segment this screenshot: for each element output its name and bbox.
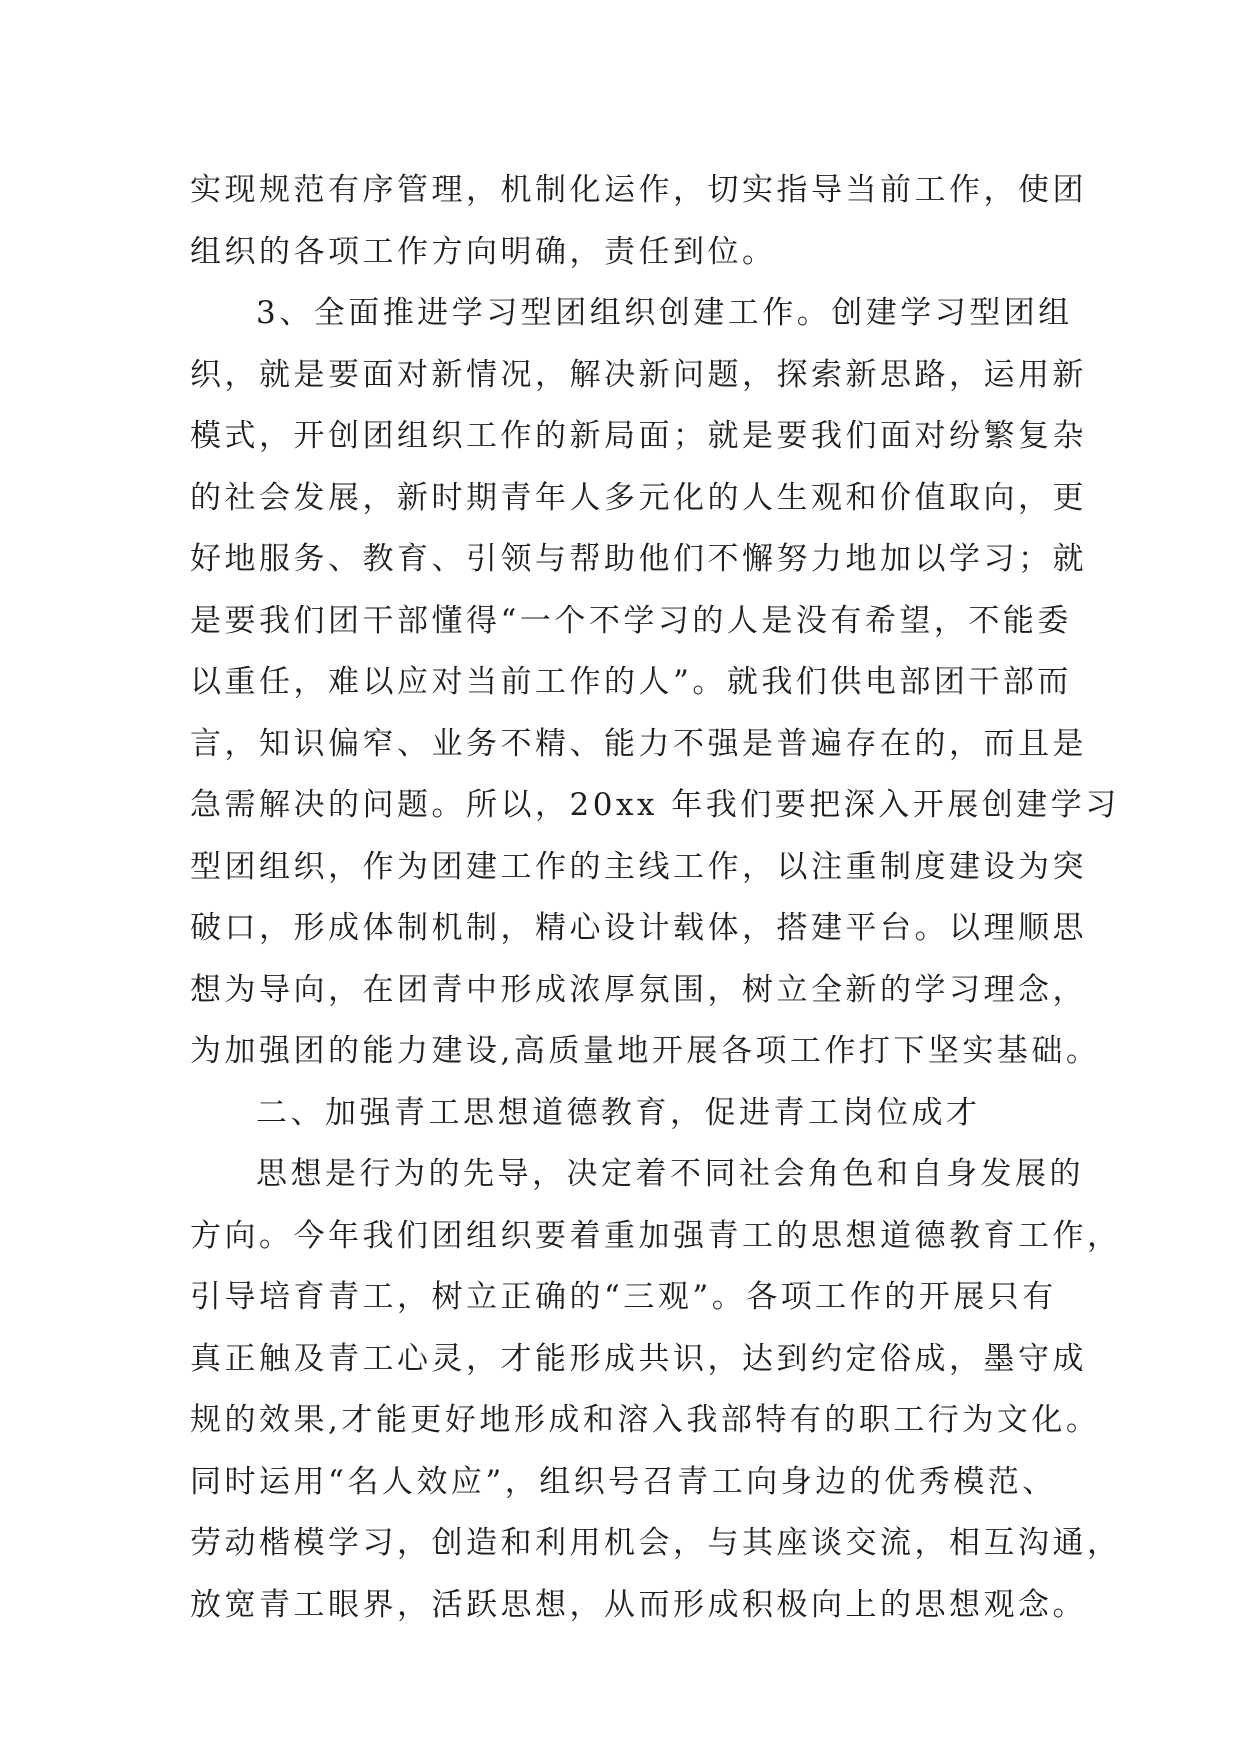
- text-line: 真正触及青工心灵，才能形成共识，达到约定俗成，墨守成: [190, 1340, 1087, 1377]
- text-line: 好地服务、教育、引领与帮助他们不懈努力地加以学习；就: [190, 541, 1087, 577]
- text-line: 规的效果,才能更好地形成和溶入我部特有的职工行为文化。: [190, 1402, 1101, 1438]
- text-line: 方向。今年我们团组织要着重加强青工的思想道德教育工作，: [190, 1217, 1122, 1254]
- text-line: 思想是行为的先导，决定着不同社会角色和自身发展的: [256, 1156, 1084, 1192]
- text-line: 急需解决的问题。所以，20xx 年我们要把深入开展创建学习: [190, 787, 1120, 823]
- text-line: 模式，开创团组织工作的新局面；就是要我们面对纷繁复杂: [190, 418, 1087, 454]
- text-line: 劳动楷模学习，创造和利用机会，与其座谈交流，相互沟通，: [190, 1525, 1122, 1561]
- text-line: 二、加强青工思想道德教育，促进青工岗位成才: [256, 1094, 981, 1131]
- text-line: 3、全面推进学习型团组织创建工作。创建学习型团组: [256, 295, 1073, 331]
- text-line: 想为导向，在团青中形成浓厚氛围，树立全新的学习理念，: [190, 971, 1087, 1008]
- text-line: 放宽青工眼界，活跃思想，从而形成积极向上的思想观念。: [190, 1586, 1087, 1623]
- text-line: 破口，形成体制机制，精心设计载体，搭建平台。以理顺思: [190, 910, 1087, 946]
- text-line: 为加强团的能力建设,高质量地开展各项工作打下坚实基础。: [190, 1033, 1101, 1069]
- document-body: [190, 160, 1122, 1636]
- text-line: 织，就是要面对新情况，解决新问题，探索新思路，运用新: [190, 356, 1087, 393]
- text-line: 的社会发展，新时期青年人多元化的人生观和价值取向，更: [190, 479, 1087, 516]
- text-line: 言，知识偏窄、业务不精、能力不强是普遍存在的，而且是: [190, 725, 1087, 762]
- text-line: 引导培育青工，树立正确的“三观”。各项工作的开展只有: [190, 1279, 1057, 1315]
- text-line: 是要我们团干部懂得“一个不学习的人是没有希望，不能委: [190, 602, 1072, 639]
- text-line: 实现规范有序管理，机制化运作，切实指导当前工作，使团: [190, 172, 1087, 208]
- text-line: 组织的各项工作方向明确，责任到位。: [190, 233, 777, 270]
- text-line: 以重任，难以应对当前工作的人”。就我们供电部团干部而: [190, 664, 1072, 700]
- text-line: 同时运用“名人效应”，组织号召青工向身边的优秀模范、: [190, 1463, 1057, 1500]
- text-line: 型团组织，作为团建工作的主线工作，以注重制度建设为突: [190, 848, 1087, 885]
